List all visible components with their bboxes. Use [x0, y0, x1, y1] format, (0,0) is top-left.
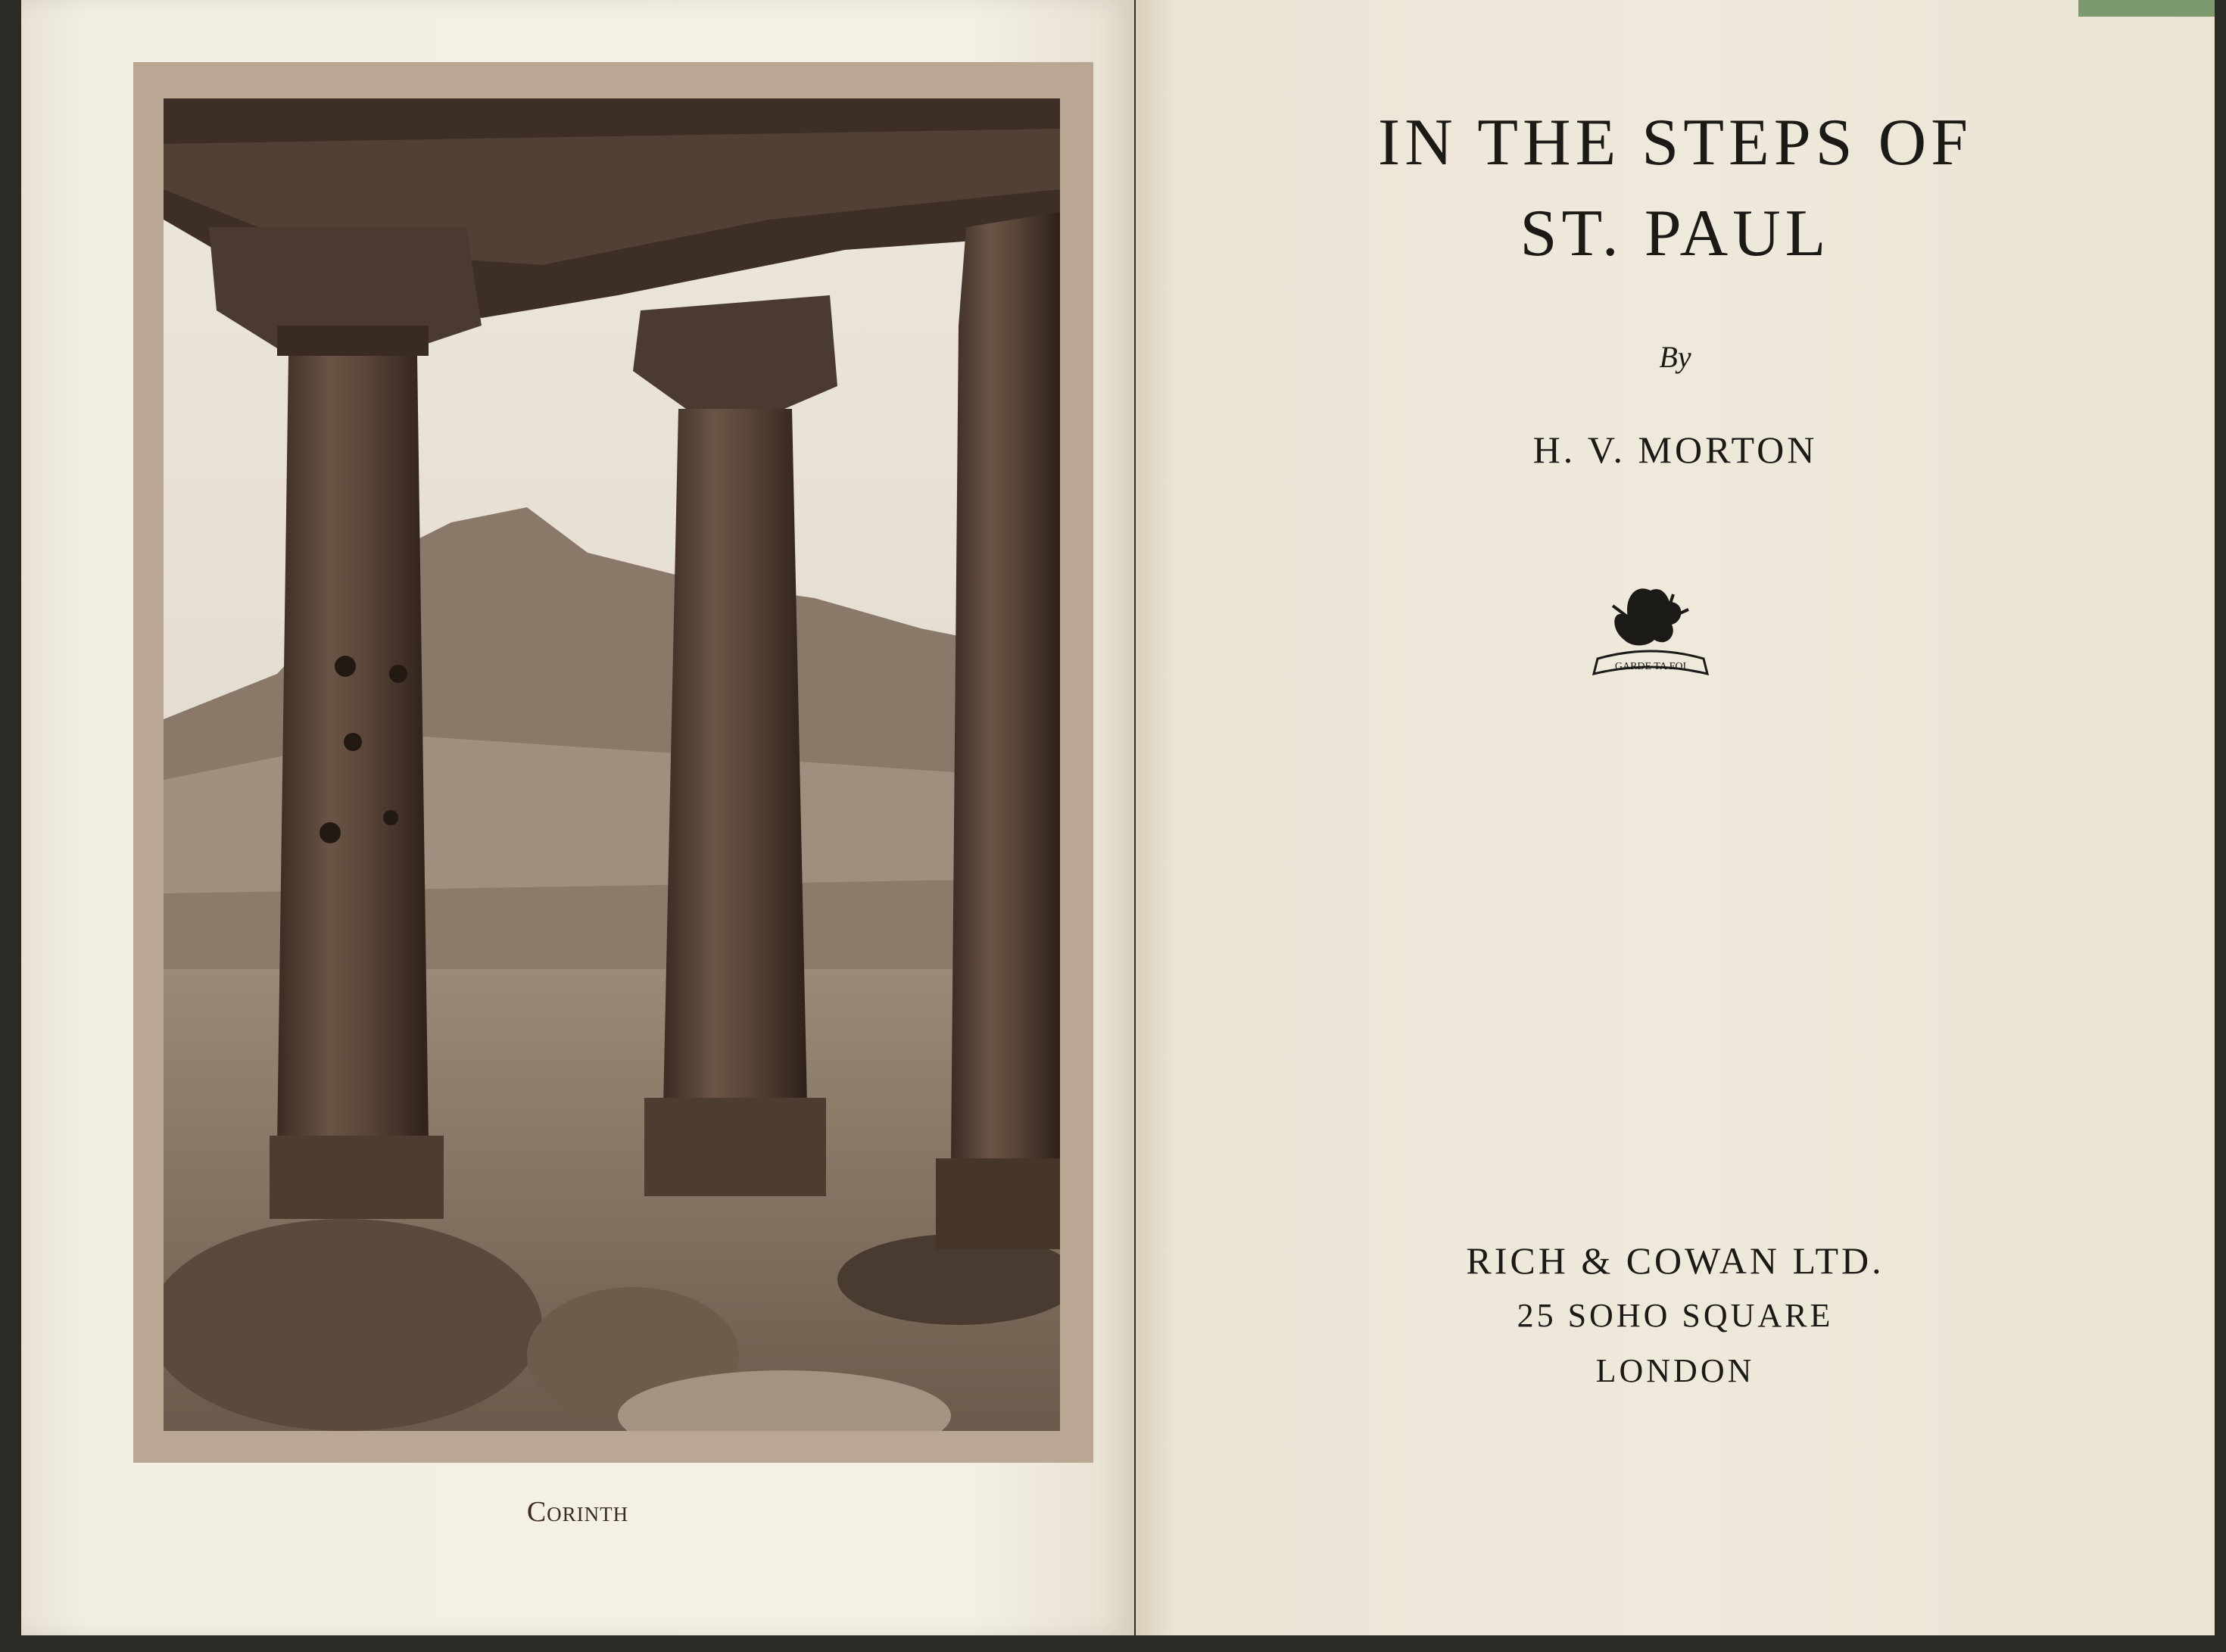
title-line-2: ST. PAUL: [1520, 197, 1831, 270]
publisher-name: RICH & COWAN LTD.: [1466, 1239, 1885, 1282]
book-title: [1136, 106, 2215, 270]
corinth-temple-image: [164, 98, 1060, 1431]
emblem-motto: GARDE TA FOI: [1614, 661, 1687, 672]
publisher-address: 25 SOHO SQUARE: [1517, 1297, 1834, 1334]
publisher-city: LONDON: [1595, 1352, 1755, 1389]
publisher-emblem: [1582, 575, 1719, 697]
author-name: H. V. MORTON: [1532, 429, 1818, 471]
plate-frame: [133, 62, 1093, 1463]
title-line-1: IN THE STEPS OF: [1377, 106, 1973, 179]
plate-caption-text: Corinth: [526, 1496, 629, 1528]
plate-caption: [21, 1495, 1134, 1529]
cover-edge: [2078, 0, 2215, 17]
by-line: By: [1659, 340, 1691, 374]
title-page: [1136, 0, 2215, 1635]
left-page: [21, 0, 1134, 1635]
frontispiece-photo: [164, 98, 1060, 1431]
